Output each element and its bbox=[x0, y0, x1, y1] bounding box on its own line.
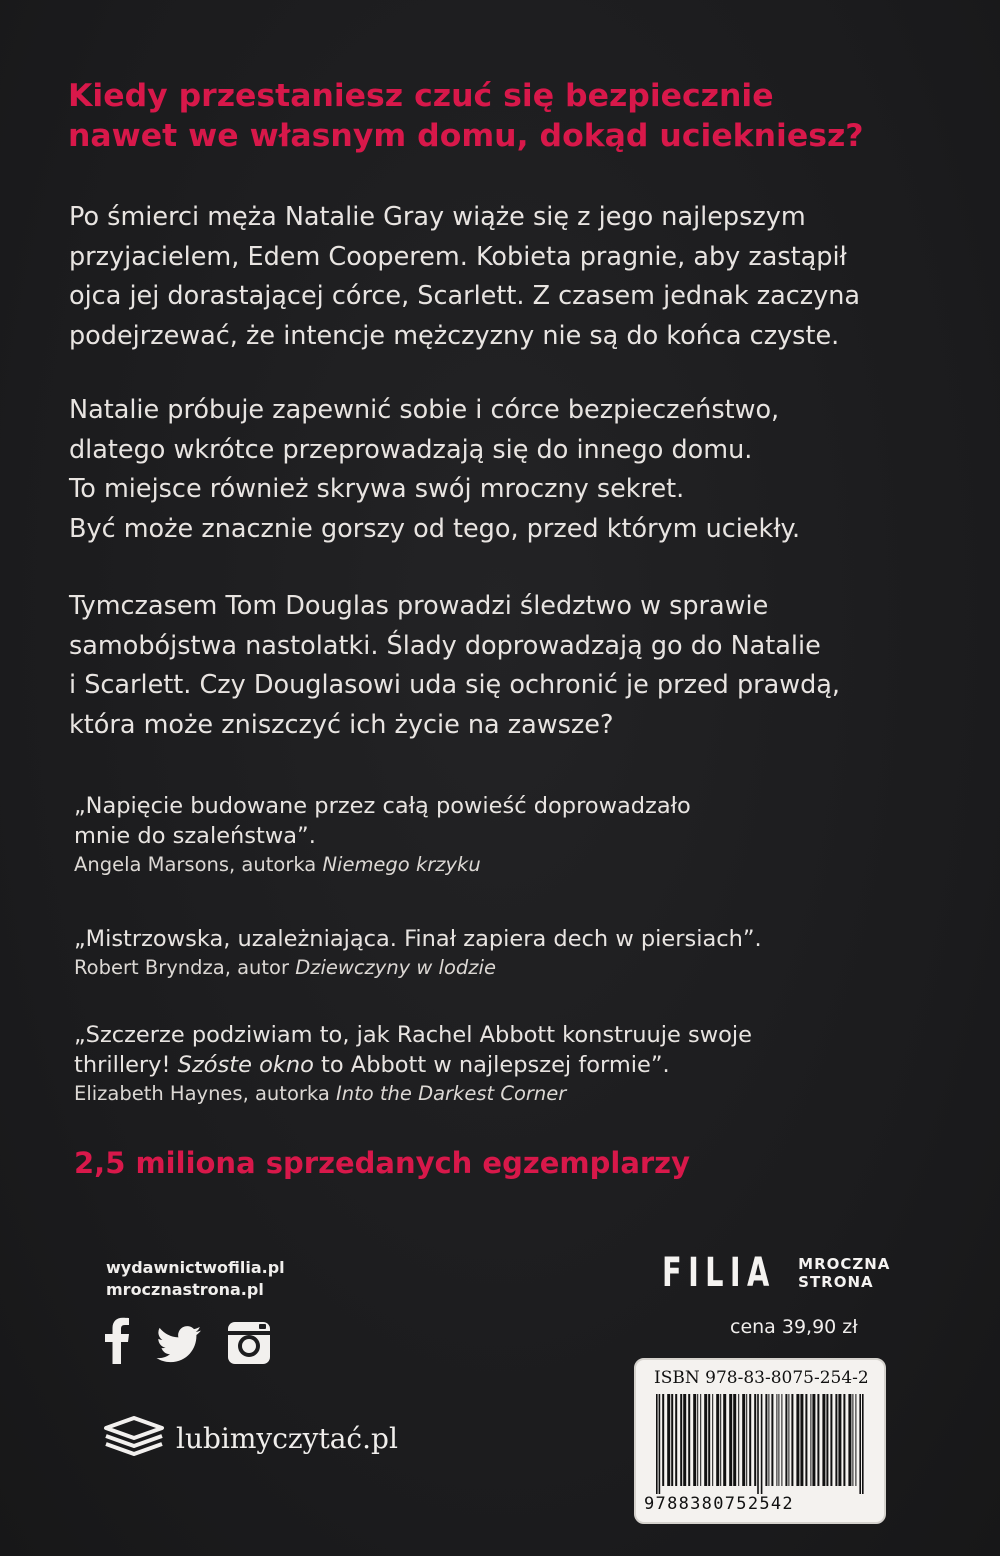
quote-book-title: Dziewczyny w lodzie bbox=[295, 956, 496, 979]
review-quote-2 bbox=[74, 924, 954, 982]
barcode-bar bbox=[733, 1394, 736, 1486]
barcode-bar bbox=[838, 1394, 841, 1486]
barcode-bar bbox=[785, 1394, 787, 1486]
barcode-bar bbox=[800, 1394, 803, 1486]
instagram-icon[interactable] bbox=[228, 1322, 270, 1368]
quote-author: Elizabeth Haynes, autorka bbox=[74, 1082, 336, 1105]
barcode-bar bbox=[791, 1394, 793, 1486]
quote-text-part: to Abbott w najlepszej formie”. bbox=[313, 1052, 670, 1078]
blurb-paragraph-2 bbox=[69, 391, 949, 549]
blurb-line: Być może znacznie gorszy od tego, przed którym uciekły. bbox=[69, 513, 801, 544]
books-icon bbox=[102, 1414, 166, 1462]
quote-book-title: Szóste okno bbox=[177, 1052, 314, 1078]
barcode-bar bbox=[671, 1394, 673, 1486]
barcode-bar bbox=[688, 1394, 690, 1486]
facebook-icon[interactable] bbox=[104, 1314, 130, 1368]
barcode-bar bbox=[817, 1394, 819, 1486]
blurb-line: samobójstwa nastolatki. Ślady doprowadzają go do Natalie bbox=[69, 630, 821, 661]
barcode-bar bbox=[761, 1394, 763, 1494]
barcode-bar bbox=[704, 1394, 707, 1486]
barcode-bar bbox=[729, 1394, 732, 1486]
partner-logo bbox=[102, 1414, 398, 1462]
barcode-bar bbox=[852, 1394, 853, 1486]
barcode-bar bbox=[700, 1394, 701, 1486]
barcode-label bbox=[634, 1358, 886, 1524]
headline-line: Kiedy przestaniesz czuć się bezpiecznie bbox=[68, 78, 774, 114]
sales-claim: 2,5 miliona sprzedanych egzemplarzy bbox=[74, 1146, 690, 1180]
blurb-line: To miejsce również skrywa swój mroczny sekret. bbox=[69, 474, 685, 504]
barcode-bar bbox=[826, 1394, 828, 1486]
barcode-bar bbox=[843, 1394, 845, 1486]
blurb-paragraph-1 bbox=[69, 198, 949, 356]
barcode-bar bbox=[757, 1394, 759, 1494]
barcode-bar bbox=[778, 1394, 779, 1486]
blurb-line: i Scarlett. Czy Douglasowi uda się ochronić je przed prawdą, bbox=[69, 670, 841, 700]
barcode-bar bbox=[659, 1394, 661, 1494]
barcode-bar bbox=[812, 1394, 815, 1486]
barcode-bar bbox=[656, 1394, 658, 1494]
blurb-line: Natalie próbuje zapewnić sobie i córce bezpieczeństwo, bbox=[69, 395, 780, 425]
barcode-bar bbox=[848, 1394, 851, 1486]
review-quote-3 bbox=[74, 1020, 954, 1108]
barcode-bar bbox=[662, 1394, 664, 1486]
barcode-bar bbox=[749, 1394, 751, 1486]
barcode-bar bbox=[680, 1394, 682, 1486]
blurb-line: dlatego wkrótce przeprowadzają się do innego domu. bbox=[69, 434, 753, 465]
barcode-bar bbox=[810, 1394, 811, 1486]
barcode-bar bbox=[708, 1394, 710, 1486]
headline bbox=[68, 76, 948, 156]
barcode-bar bbox=[765, 1394, 767, 1486]
quote-text bbox=[74, 1050, 954, 1080]
barcode-bar bbox=[712, 1394, 713, 1486]
social-icons bbox=[104, 1314, 270, 1368]
quote-author: Robert Bryndza, autor bbox=[74, 956, 296, 979]
website-link[interactable]: wydawnictwofilia.pl bbox=[106, 1258, 285, 1277]
price: cena 39,90 zł bbox=[730, 1316, 858, 1338]
publisher-name: FILIA bbox=[662, 1250, 776, 1296]
website-link[interactable]: mrocznastrona.pl bbox=[106, 1280, 264, 1299]
quote-book-title: Into the Darkest Corner bbox=[335, 1082, 567, 1105]
blurb-line: przyjacielem, Edem Cooperem. Kobieta pragnie, aby zastąpił bbox=[69, 241, 847, 272]
barcode-bar bbox=[796, 1394, 799, 1486]
barcode-bar bbox=[742, 1394, 745, 1486]
websites bbox=[106, 1257, 285, 1301]
barcode-bar bbox=[805, 1394, 807, 1486]
barcode-bar bbox=[693, 1394, 696, 1486]
barcode-bar bbox=[822, 1394, 825, 1486]
barcode-bar bbox=[754, 1394, 756, 1486]
series-name-line: STRONA bbox=[798, 1273, 874, 1291]
barcode-bar bbox=[788, 1394, 789, 1486]
quote-attribution bbox=[74, 1080, 954, 1108]
barcode-bar bbox=[776, 1394, 777, 1486]
barcode-bar bbox=[859, 1394, 861, 1494]
blurb-line: która może zniszczyć ich życie na zawsze? bbox=[69, 709, 614, 740]
barcode-bar bbox=[667, 1394, 670, 1486]
barcode-bar bbox=[683, 1394, 686, 1486]
blurb-paragraph-3 bbox=[69, 587, 949, 745]
blurb-line: ojca jej dorastającej córce, Scarlett. Z czasem jednak zaczyna bbox=[69, 281, 861, 311]
partner-name: lubimyczytać.pl bbox=[176, 1421, 398, 1455]
blurb-line: Tymczasem Tom Douglas prowadzi śledztwo w sprawie bbox=[69, 591, 769, 621]
quote-text: mnie do szaleństwa”. bbox=[74, 823, 316, 849]
headline-line: nawet we własnym domu, dokąd uciekniesz? bbox=[68, 118, 864, 154]
review-quote-1 bbox=[74, 791, 954, 879]
barcode-bar bbox=[781, 1394, 782, 1486]
series-name bbox=[798, 1255, 890, 1291]
barcode-bar bbox=[723, 1394, 726, 1486]
quote-attribution bbox=[74, 851, 954, 879]
barcode-bar bbox=[675, 1394, 677, 1486]
quote-author: Angela Marsons, autorka bbox=[74, 853, 323, 876]
blurb-line: podejrzewać, że intencje mężczyzny nie są do końca czyste. bbox=[69, 320, 840, 351]
quote-text: „Mistrzowska, uzależniająca. Finał zapiera dech w piersiach”. bbox=[74, 926, 762, 952]
barcode-bar bbox=[835, 1394, 837, 1486]
blurb-line: Po śmierci męża Natalie Gray wiąże się z jego najlepszym bbox=[69, 202, 806, 232]
quote-book-title: Niemego krzyku bbox=[322, 853, 481, 876]
barcode-bar bbox=[746, 1394, 747, 1486]
quote-attribution bbox=[74, 954, 954, 982]
barcode-bar bbox=[738, 1394, 739, 1486]
ean-number: 9788380752542 bbox=[644, 1494, 794, 1514]
isbn-number: ISBN 978-83-8075-254-2 bbox=[654, 1368, 869, 1388]
barcode-bar bbox=[768, 1394, 769, 1486]
quote-text-part: thrillery! bbox=[74, 1052, 178, 1078]
barcode-bar bbox=[862, 1394, 864, 1494]
barcode bbox=[654, 1394, 866, 1494]
quote-text: „Szczerze podziwiam to, jak Rachel Abbott konstruuje swoje bbox=[74, 1022, 752, 1048]
barcode-bar bbox=[855, 1394, 856, 1486]
barcode-bar bbox=[830, 1394, 832, 1486]
barcode-bar bbox=[720, 1394, 721, 1486]
barcode-bar bbox=[697, 1394, 698, 1486]
twitter-icon[interactable] bbox=[156, 1326, 202, 1368]
barcode-bar bbox=[716, 1394, 719, 1486]
barcode-bar bbox=[771, 1394, 773, 1486]
series-name-line: MROCZNA bbox=[798, 1255, 891, 1273]
publisher-logo bbox=[662, 1250, 890, 1296]
quote-text: „Napięcie budowane przez całą powieść doprowadzało bbox=[74, 793, 691, 819]
